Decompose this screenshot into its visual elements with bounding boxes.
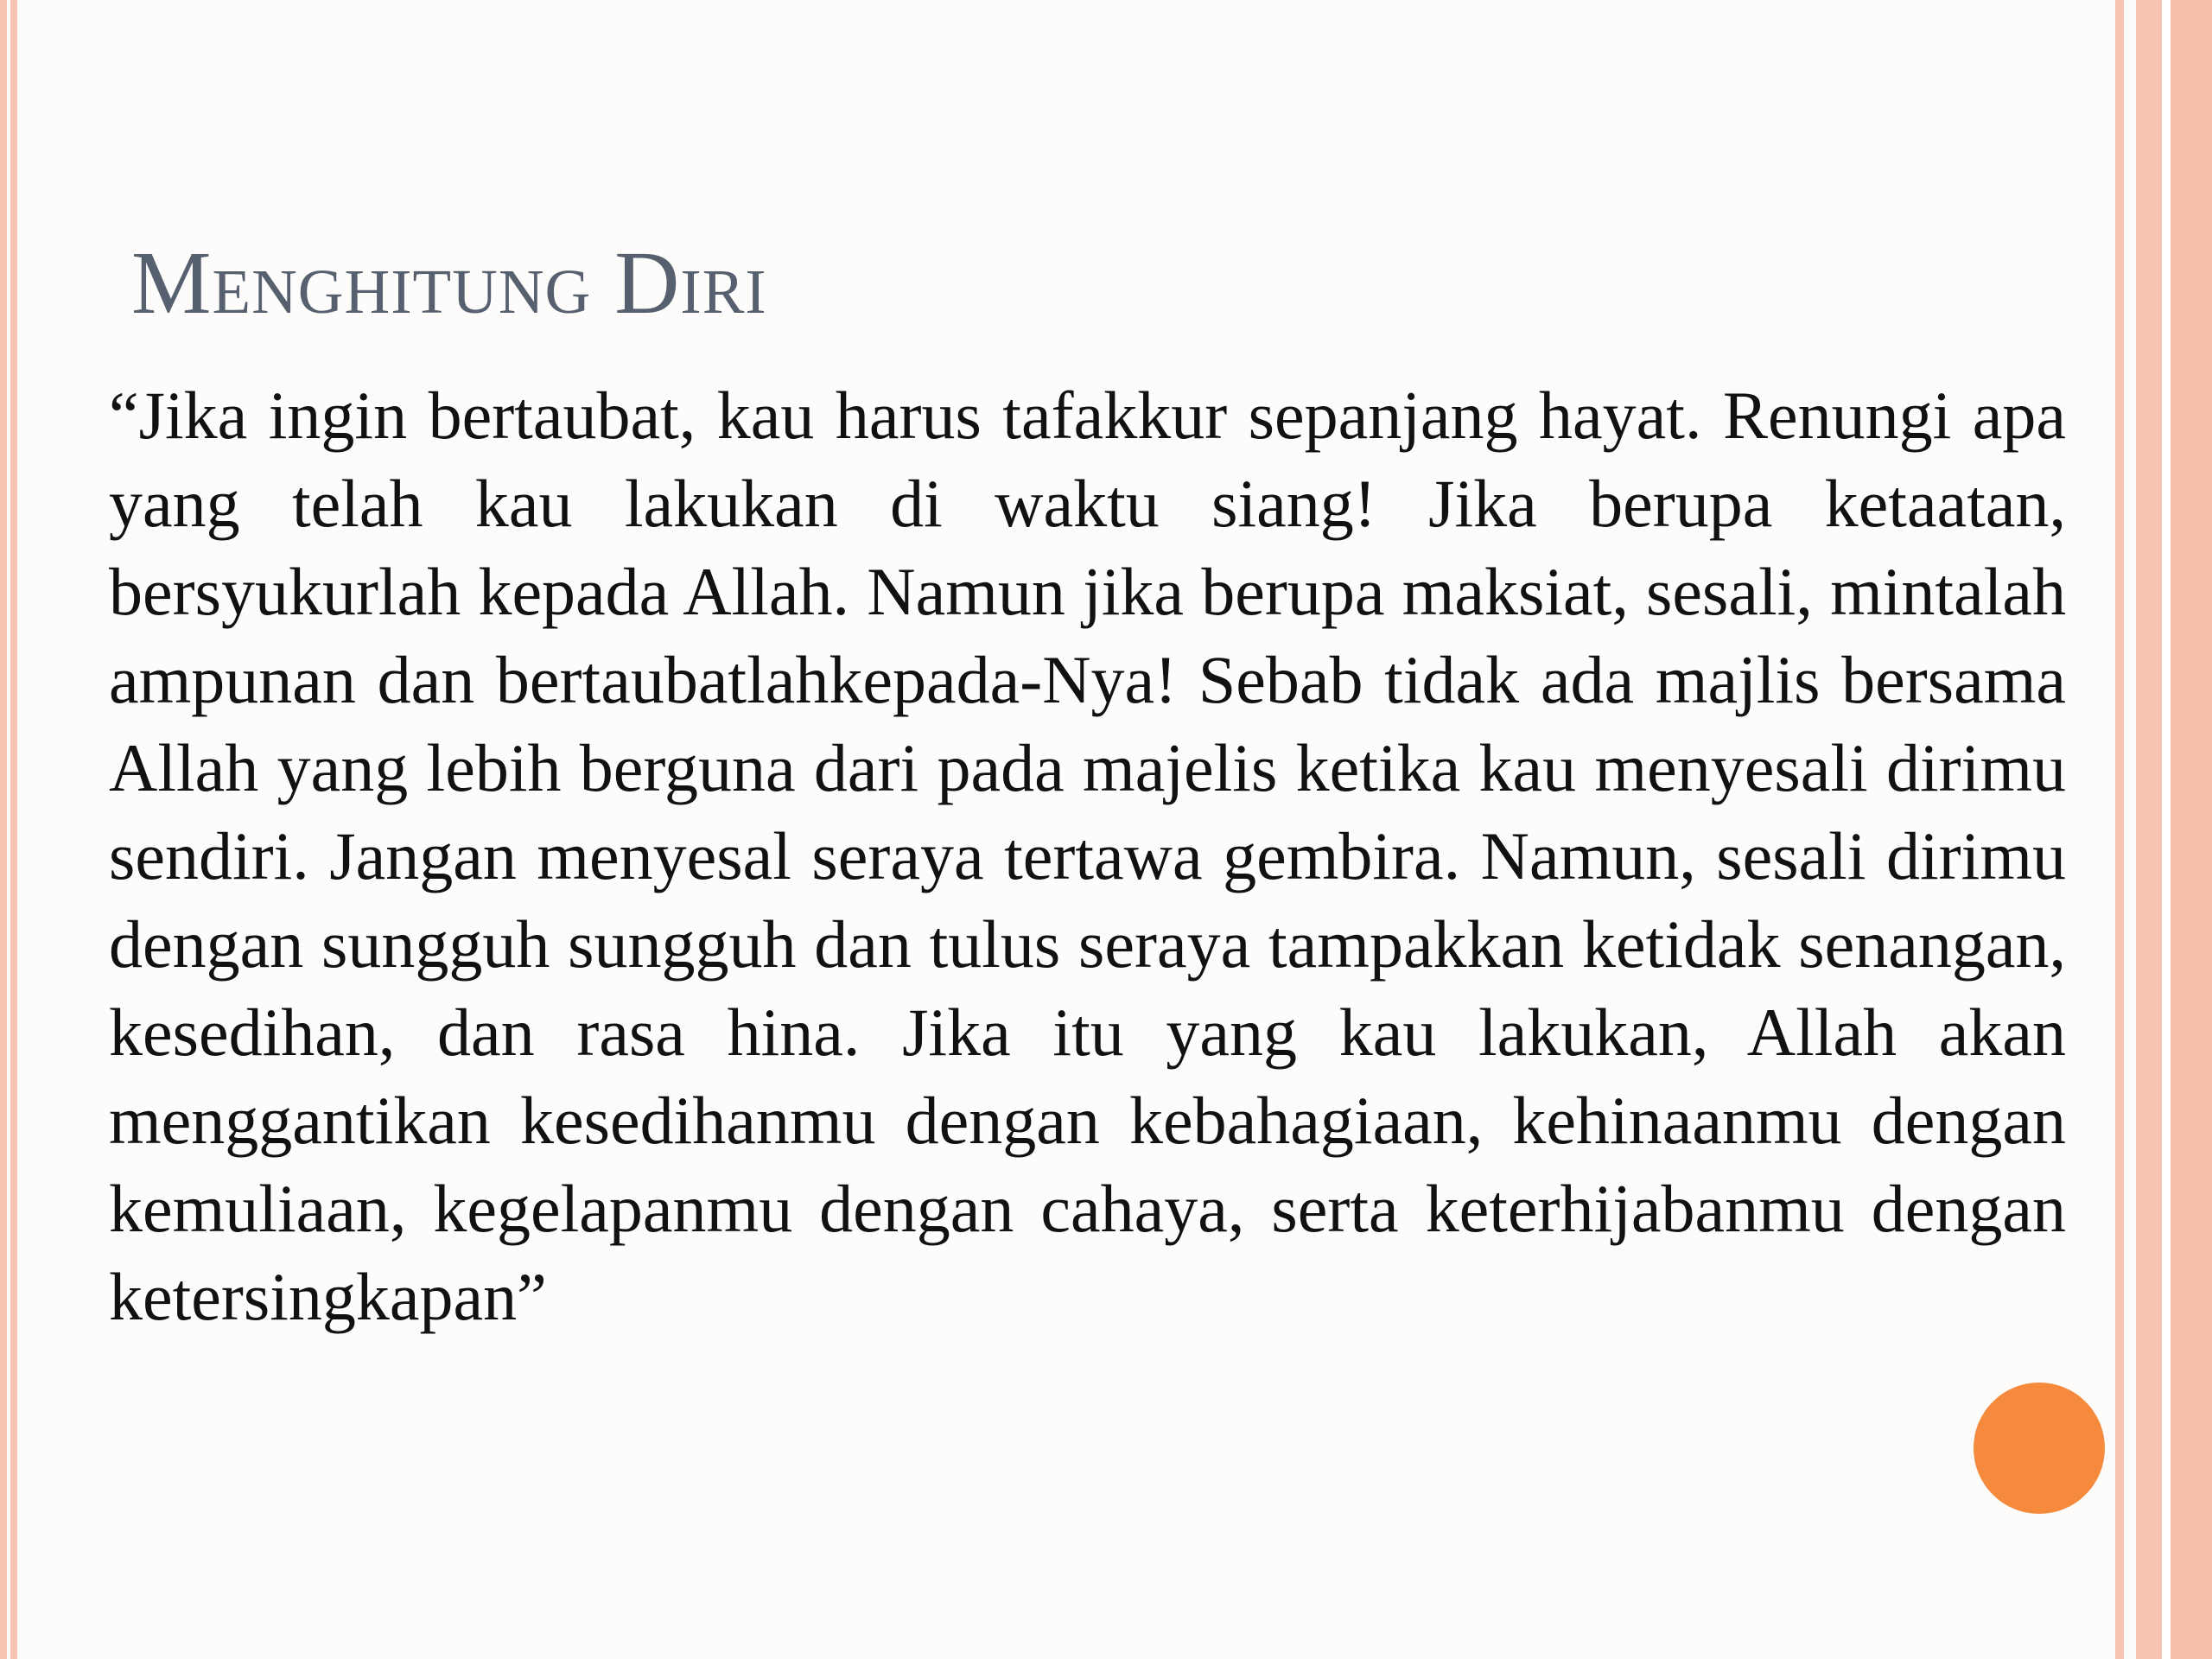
left-border-stripe-inner	[10, 0, 17, 1659]
slide-body-text: “Jika ingin bertaubat, kau harus tafakkur sepanjang hayat. Renungi apa yang telah kau lakukan di waktu siang! Jika berupa ketaatan, bersyukurlah kepada Allah. Namun jika berupa maksiat, sesali, mintalah ampunan dan bertaubatlahkepada-Nya! Sebab tidak ada majlis bersama Allah yang lebih berguna dari pada majelis ketika kau menyesali dirimu sendiri. Jangan menyesal seraya tertawa gembira. Namun, sesali dirimu dengan sungguh sungguh dan tulus seraya tampakkan ketidak senangan, kesedihan, dan rasa hina. Jika itu yang kau lakukan, Allah akan menggantikan kesedihanmu dengan kebahagiaan, kehinaanmu dengan kemuliaan, kegelapanmu dengan cahaya, serta keterhijabanmu dengan ketersingkapan”	[109, 378, 2066, 1334]
right-border-gap	[2162, 0, 2171, 1659]
right-border-stripe-inner	[2115, 0, 2124, 1659]
orange-circle-decoration	[1974, 1382, 2105, 1514]
right-border-stripe-outer	[2171, 0, 2212, 1659]
left-border-stripe	[0, 0, 7, 1659]
right-border-stripe	[2136, 0, 2162, 1659]
slide-title: Menghitung Diri	[131, 233, 767, 333]
